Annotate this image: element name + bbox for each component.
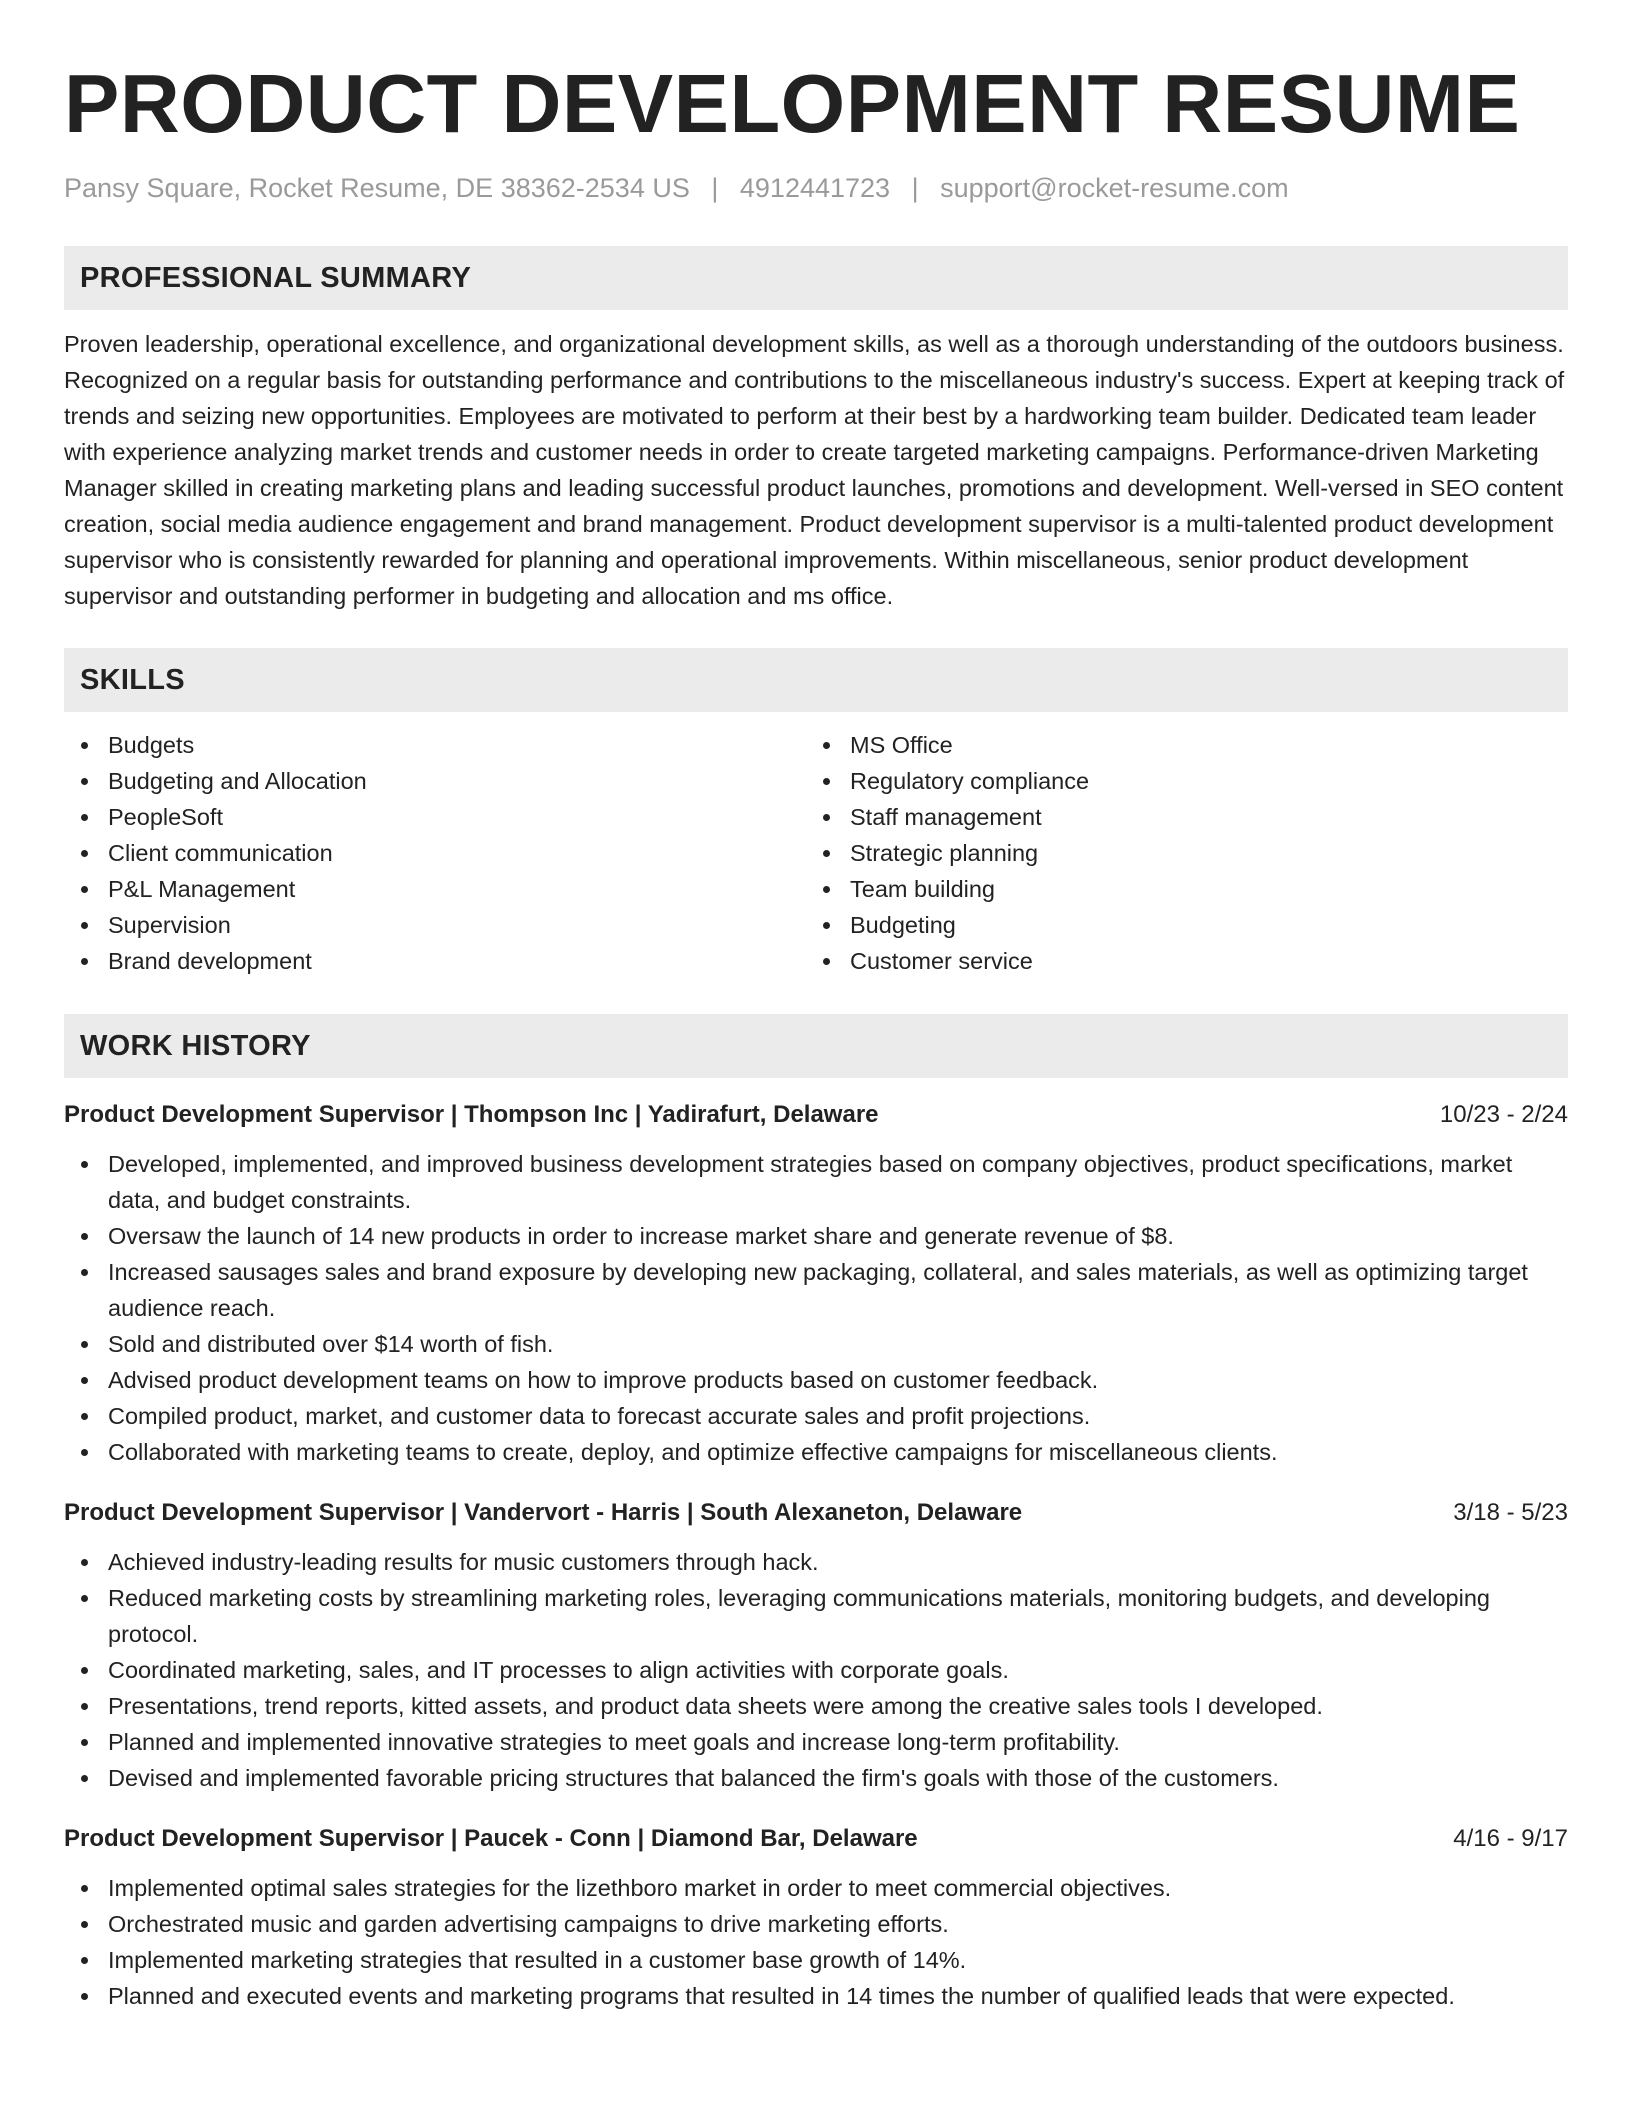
skill-item: Budgeting	[806, 907, 1548, 943]
skill-item: P&L Management	[64, 871, 806, 907]
skills-column-right	[806, 727, 1548, 979]
skill-item: Brand development	[64, 943, 806, 979]
skill-item: MS Office	[806, 727, 1548, 763]
job-bullets	[64, 1544, 1568, 1796]
job-bullet: Implemented marketing strategies that resulted in a customer base growth of 14%.	[64, 1942, 1568, 1978]
job-entry	[64, 1098, 1568, 1470]
contact-separator: |	[711, 173, 719, 203]
job-header	[64, 1098, 1568, 1132]
skill-item: Strategic planning	[806, 835, 1548, 871]
skills-column-left	[64, 727, 806, 979]
job-bullet: Achieved industry-leading results for music customers through hack.	[64, 1544, 1568, 1580]
job-bullets	[64, 1146, 1568, 1470]
job-title: Product Development Supervisor | Paucek - Conn | Diamond Bar, Delaware	[64, 1825, 918, 1852]
job-bullets	[64, 1870, 1568, 2014]
skill-item: Regulatory compliance	[806, 763, 1548, 799]
job-bullet: Sold and distributed over $14 worth of fish.	[64, 1326, 1568, 1362]
contact-email: support@rocket-resume.com	[940, 173, 1289, 203]
job-header	[64, 1496, 1568, 1530]
job-entry	[64, 1496, 1568, 1796]
skill-item: PeopleSoft	[64, 799, 806, 835]
job-bullet: Coordinated marketing, sales, and IT processes to align activities with corporate goals.	[64, 1652, 1568, 1688]
contact-address: Pansy Square, Rocket Resume, DE 38362-2534 US	[64, 173, 690, 203]
skill-item: Team building	[806, 871, 1548, 907]
skill-item: Budgeting and Allocation	[64, 763, 806, 799]
skills-heading: SKILLS	[64, 648, 1568, 712]
skills-list	[64, 727, 1568, 979]
job-bullet: Advised product development teams on how to improve products based on customer feedback.	[64, 1362, 1568, 1398]
job-bullet: Collaborated with marketing teams to create, deploy, and optimize effective campaigns for miscellaneous clients.	[64, 1434, 1568, 1470]
job-title: Product Development Supervisor | Vandervort - Harris | South Alexaneton, Delaware	[64, 1499, 1023, 1526]
job-bullet: Orchestrated music and garden advertising campaigns to drive marketing efforts.	[64, 1906, 1568, 1942]
job-dates: 4/16 - 9/17	[1453, 1825, 1568, 1852]
job-bullet: Reduced marketing costs by streamlining marketing roles, leveraging communications materials, monitoring budgets, and developing protocol.	[64, 1580, 1568, 1652]
skill-item: Supervision	[64, 907, 806, 943]
work-history-heading: WORK HISTORY	[64, 1014, 1568, 1078]
job-entry	[64, 1822, 1568, 2014]
job-bullet: Presentations, trend reports, kitted assets, and product data sheets were among the creative sales tools I developed.	[64, 1688, 1568, 1724]
job-dates: 10/23 - 2/24	[1439, 1101, 1568, 1128]
contact-phone: 4912441723	[739, 173, 891, 203]
job-bullet: Increased sausages sales and brand exposure by developing new packaging, collateral, and sales materials, as well as optimizing target audience reach.	[64, 1254, 1568, 1326]
job-dates: 3/18 - 5/23	[1453, 1499, 1568, 1526]
job-bullet: Planned and implemented innovative strategies to meet goals and increase long-term profitability.	[64, 1724, 1568, 1760]
skill-item: Budgets	[64, 727, 806, 763]
job-header	[64, 1822, 1568, 1856]
job-bullet: Oversaw the launch of 14 new products in order to increase market share and generate revenue of $8.	[64, 1218, 1568, 1254]
contact-line	[64, 170, 1568, 206]
job-title: Product Development Supervisor | Thompson Inc | Yadirafurt, Delaware	[64, 1101, 879, 1128]
job-bullet: Devised and implemented favorable pricing structures that balanced the firm's goals with those of the customers.	[64, 1760, 1568, 1796]
job-bullet: Planned and executed events and marketing programs that resulted in 14 times the number of qualified leads that were expected.	[64, 1978, 1568, 2014]
skill-item: Client communication	[64, 835, 806, 871]
skill-item: Customer service	[806, 943, 1548, 979]
resume-title: PRODUCT DEVELOPMENT RESUME	[64, 57, 1521, 150]
summary-heading: PROFESSIONAL SUMMARY	[64, 246, 1568, 310]
job-bullet: Implemented optimal sales strategies for the lizethboro market in order to meet commercial objectives.	[64, 1870, 1568, 1906]
contact-separator: |	[911, 173, 919, 203]
summary-text: Proven leadership, operational excellence, and organizational development skills, as well as a thorough understanding of the outdoors business. Recognized on a regular basis for outstanding performance and contributions to the miscellaneous industry's success. Expert at keeping track of trends and seizing new opportunities. Employees are motivated to perform at their best by a hardworking team builder. Dedicated team leader with experience analyzing market trends and customer needs in order to create targeted marketing campaigns. Performance-driven Marketing Manager skilled in creating marketing plans and leading successful product launches, promotions and development. Well-versed in SEO content creation, social media audience engagement and brand management. Product development supervisor is a multi-talented product development supervisor who is consistently rewarded for planning and operational improvements. Within miscellaneous, senior product development supervisor and outstanding performer in budgeting and allocation and ms office.	[64, 331, 1565, 609]
job-bullet: Compiled product, market, and customer data to forecast accurate sales and profit projections.	[64, 1398, 1568, 1434]
job-bullet: Developed, implemented, and improved business development strategies based on company objectives, product specifications, market data, and budget constraints.	[64, 1146, 1568, 1218]
skill-item: Staff management	[806, 799, 1548, 835]
